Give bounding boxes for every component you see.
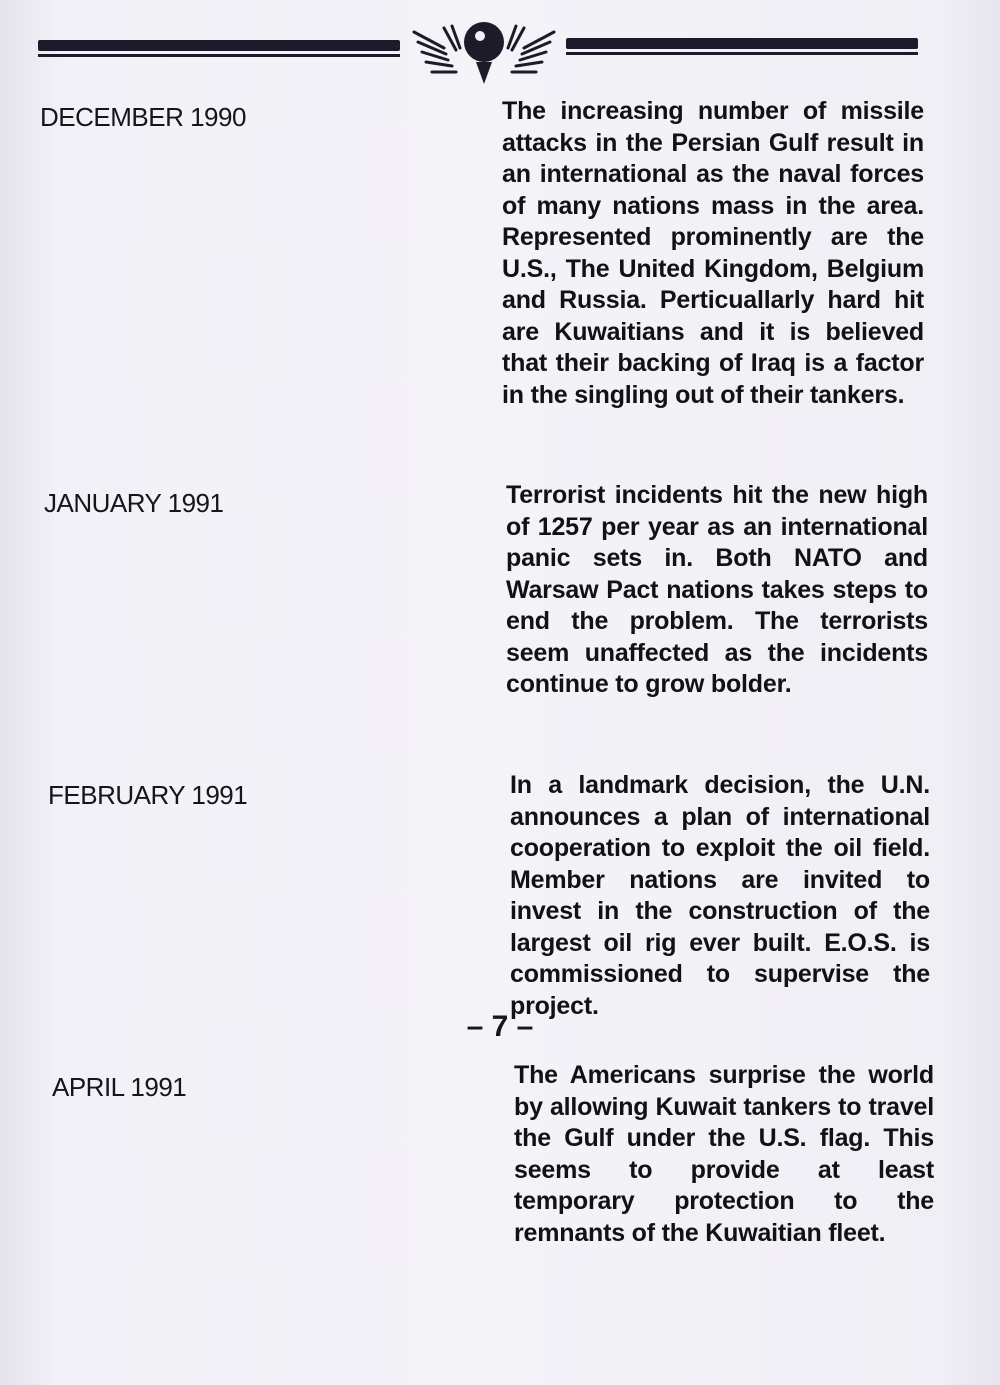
entry-date: DECEMBER 1990 (40, 102, 246, 132)
entry-date: JANUARY 1991 (44, 488, 224, 518)
page-number: – 7 – (466, 1010, 534, 1043)
header-rule-left (38, 40, 400, 58)
entry-text: The increasing number of missile attacks in the Persian Gulf result in an international as the naval forces of many nations mass in the area. Represented prominently are the U.S., The United Kingdom, Belgium and Russia. Perticuallarly hard hit are Kuwaitians and it is believed that their backing of Iraq is a factor in the singling out of their tankers. (502, 97, 924, 409)
header-rule-right (566, 38, 918, 56)
entry-date: FEBRUARY 1991 (48, 780, 248, 810)
entry-date: APRIL 1991 (52, 1072, 187, 1102)
entry-text: The Americans surprise the world by allowing Kuwait tankers to travel the Gulf under the U.S. flag. This seems to provide at least temporary protection to the remnants of the Kuwaitian fleet. (514, 1061, 934, 1247)
entry-text: Terrorist incidents hit the new high of 1257 per year as an international panic sets in. Both NATO and Warsaw Pact nations takes steps to end the problem. The terrorists seem unaffected as the incidents continue to grow bolder. (506, 481, 928, 698)
entry-text: In a landmark decision, the U.N. announces a plan of international cooperation to exploit the oil field. Member nations are invited to invest in the construction of the largest oil rig ever built. E.O.S. is commissioned to supervise the project. (510, 771, 930, 1020)
winged-emblem-icon (404, 18, 564, 90)
